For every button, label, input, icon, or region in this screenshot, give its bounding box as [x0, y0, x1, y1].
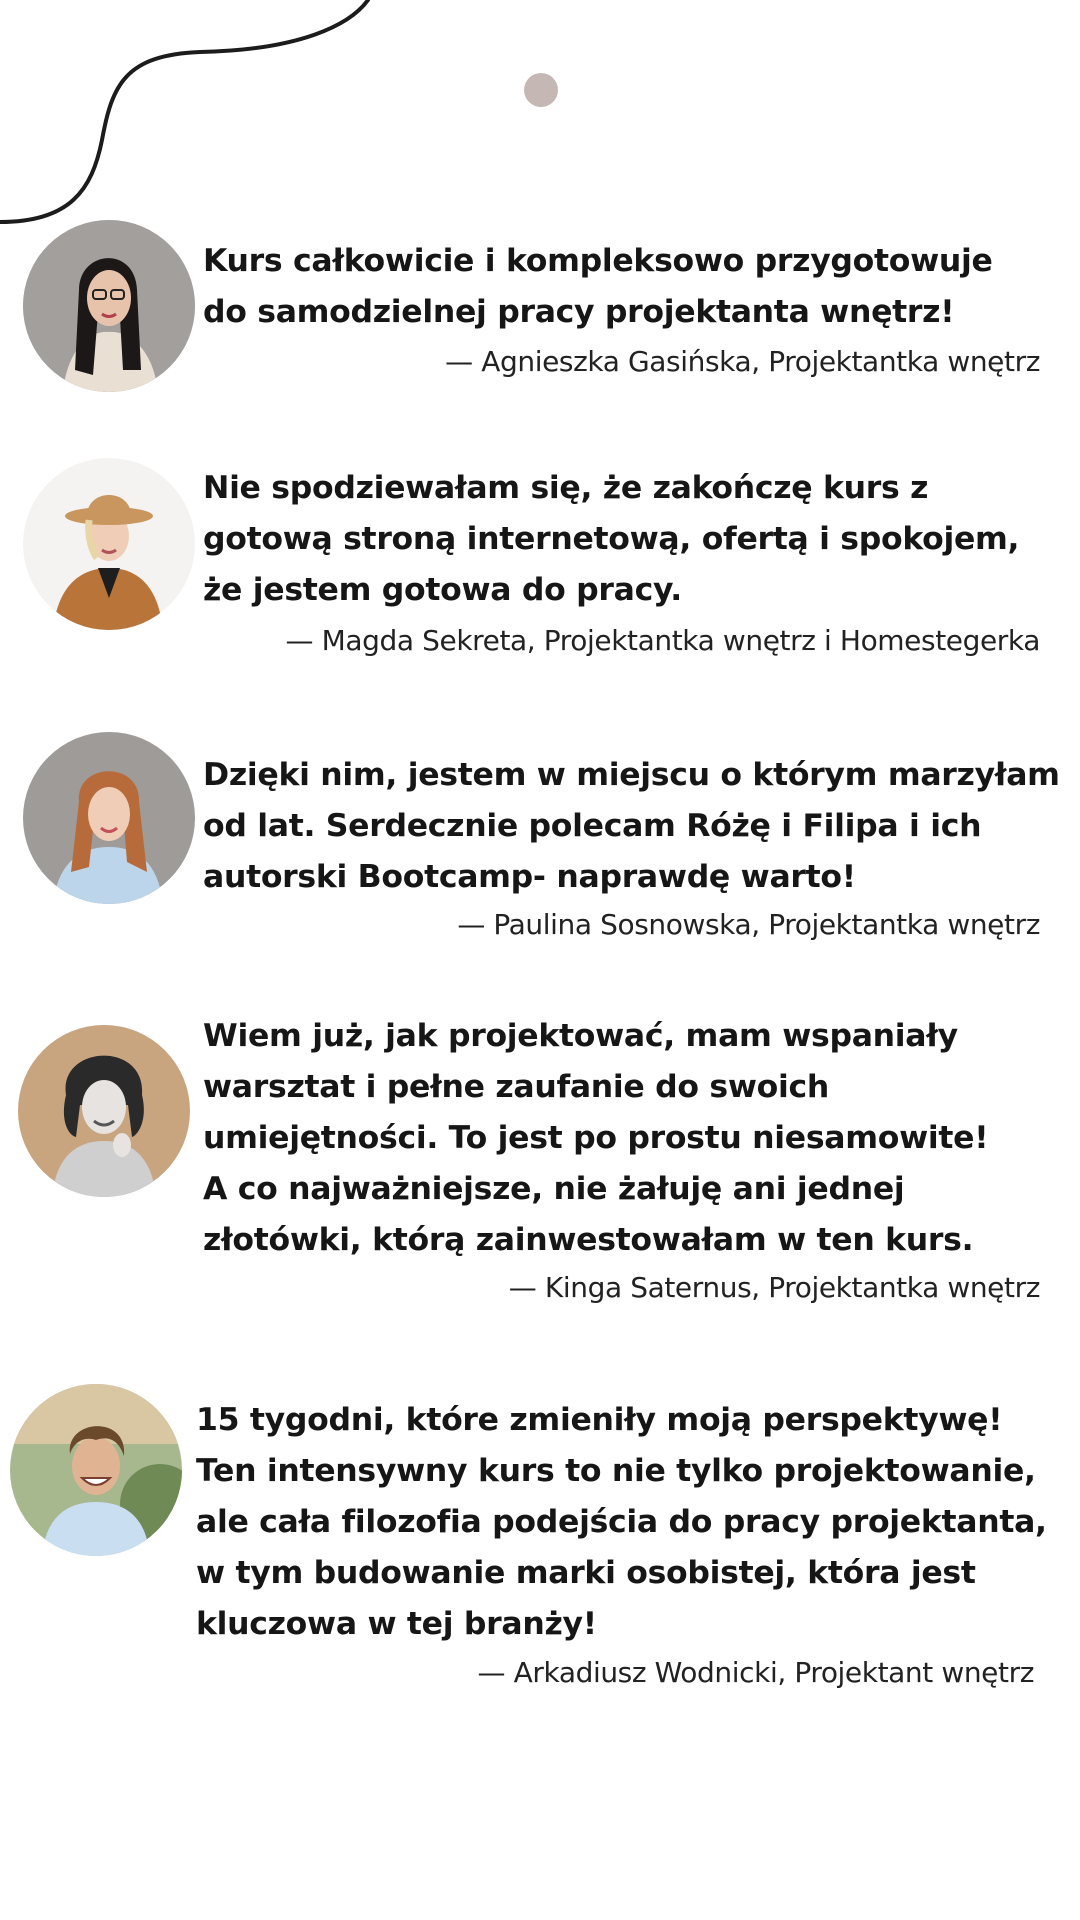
decorative-curve-line: [0, 0, 400, 240]
avatar-agnieszka: [23, 220, 195, 392]
avatar-magda: [23, 458, 195, 630]
testimonial-author: — Agnieszka Gasińska, Projektantka wnętrz: [445, 345, 1040, 378]
testimonial-quote: Nie spodziewałam się, że zakończę kurs z gotową stroną internetową, ofertą i spokojem, że jestem gotowa do pracy.: [203, 470, 1020, 608]
avatar-arkadiusz: [10, 1384, 182, 1556]
testimonial-author: — Arkadiusz Wodnicki, Projektant wnętrz: [477, 1656, 1034, 1689]
testimonial-author: — Magda Sekreta, Projektantka wnętrz i Homestegerka: [285, 624, 1040, 657]
avatar-kinga: [18, 1025, 190, 1197]
decorative-dot: [524, 73, 558, 107]
testimonial-quote: 15 tygodni, które zmieniły moją perspektywę! Ten intensywny kurs to nie tylko projektowanie, ale cała filozofia podejścia do pracy projektanta, w tym budowanie marki osobistej, która jest kluczowa w tej branży!: [196, 1402, 1047, 1642]
testimonial-quote: Wiem już, jak projektować, mam wspaniały warsztat i pełne zaufanie do swoich umiejętności. To jest po prostu niesamowite! A co najważniejsze, nie żałuję ani jednej złotówki, którą zainwestowałam w ten kurs.: [203, 1018, 989, 1258]
testimonial-quote: Dzięki nim, jestem w miejscu o którym marzyłam od lat. Serdecznie polecam Różę i Filipa i ich autorski Bootcamp- naprawdę warto!: [203, 757, 1060, 895]
testimonial-author: — Kinga Saternus, Projektantka wnętrz: [508, 1271, 1040, 1304]
testimonial-author: — Paulina Sosnowska, Projektantka wnętrz: [457, 908, 1040, 941]
avatar-paulina: [23, 732, 195, 904]
testimonial-quote: Kurs całkowicie i kompleksowo przygotowuje do samodzielnej pracy projektanta wnętrz!: [203, 243, 993, 330]
